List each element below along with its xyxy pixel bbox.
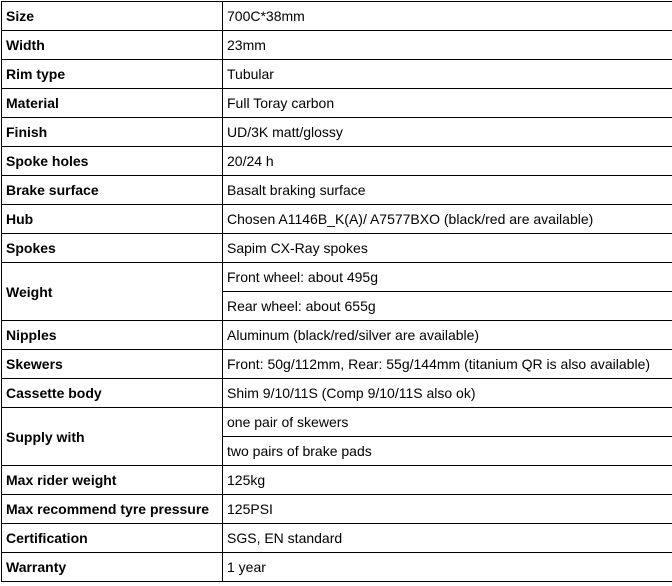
row-value-weight-front: Front wheel: about 495g: [223, 263, 672, 292]
row-value-brake-surface: Basalt braking surface: [223, 176, 672, 205]
table-row: [2, 553, 672, 582]
row-label-brake-surface: Brake surface: [2, 176, 223, 205]
table-row: [2, 263, 672, 292]
table-row: [2, 2, 672, 31]
row-label-max-rider-weight: Max rider weight: [2, 466, 223, 495]
table-row: [2, 350, 672, 379]
table-row: [2, 234, 672, 263]
row-value-warranty: 1 year: [223, 553, 672, 582]
row-value-size: 700C*38mm: [223, 2, 672, 31]
row-value-hub: Chosen A1146B_K(A)/ A7577BXO (black/red are available): [223, 205, 672, 234]
row-label-spokes: Spokes: [2, 234, 223, 263]
row-label-skewers: Skewers: [2, 350, 223, 379]
row-value-spoke-holes: 20/24 h: [223, 147, 672, 176]
row-value-rim-type: Tubular: [223, 60, 672, 89]
row-value-spokes: Sapim CX-Ray spokes: [223, 234, 672, 263]
table-row: [2, 205, 672, 234]
row-label-hub: Hub: [2, 205, 223, 234]
table-row: [2, 118, 672, 147]
row-value-finish: UD/3K matt/glossy: [223, 118, 672, 147]
row-value-material: Full Toray carbon: [223, 89, 672, 118]
row-value-nipples: Aluminum (black/red/silver are available): [223, 321, 672, 350]
row-value-certification: SGS, EN standard: [223, 524, 672, 553]
row-label-rim-type: Rim type: [2, 60, 223, 89]
row-label-size: Size: [2, 2, 223, 31]
row-label-finish: Finish: [2, 118, 223, 147]
table-row: [2, 408, 672, 437]
table-row: [2, 466, 672, 495]
table-row: [2, 31, 672, 60]
table-row: [2, 176, 672, 205]
table-row: [2, 60, 672, 89]
row-value-supply-brake-pads: two pairs of brake pads: [223, 437, 672, 466]
row-label-nipples: Nipples: [2, 321, 223, 350]
row-label-supply-with: Supply with: [2, 408, 223, 466]
table-row: [2, 89, 672, 118]
row-label-certification: Certification: [2, 524, 223, 553]
row-label-max-tyre-pressure: Max recommend tyre pressure: [2, 495, 223, 524]
table-row: [2, 524, 672, 553]
table-row: [2, 321, 672, 350]
row-label-cassette-body: Cassette body: [2, 379, 223, 408]
row-label-spoke-holes: Spoke holes: [2, 147, 223, 176]
table-row: [2, 147, 672, 176]
row-label-weight: Weight: [2, 263, 223, 321]
table-row: [2, 495, 672, 524]
row-value-cassette-body: Shim 9/10/11S (Comp 9/10/11S also ok): [223, 379, 672, 408]
row-value-max-rider-weight: 125kg: [223, 466, 672, 495]
table-row: [2, 379, 672, 408]
row-label-width: Width: [2, 31, 223, 60]
row-label-warranty: Warranty: [2, 553, 223, 582]
row-value-skewers: Front: 50g/112mm, Rear: 55g/144mm (titanium QR is also available): [223, 350, 672, 379]
row-label-material: Material: [2, 89, 223, 118]
row-value-weight-rear: Rear wheel: about 655g: [223, 292, 672, 321]
row-value-supply-skewers: one pair of skewers: [223, 408, 672, 437]
spec-table: [1, 1, 672, 582]
row-value-width: 23mm: [223, 31, 672, 60]
row-value-max-tyre-pressure: 125PSI: [223, 495, 672, 524]
